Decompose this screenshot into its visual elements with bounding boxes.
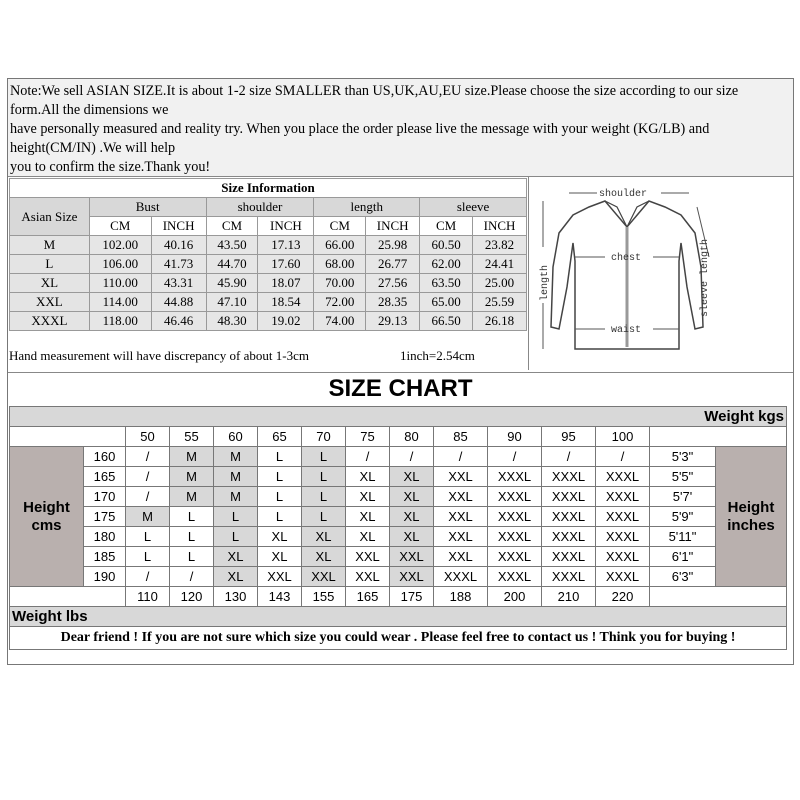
corner-cell: [650, 427, 787, 447]
size-cell: XXXL: [488, 527, 542, 547]
size-cell: L: [170, 507, 214, 527]
weight-lb-cell: 143: [258, 587, 302, 607]
size-cell: XL: [346, 527, 390, 547]
size-cell: XL: [346, 487, 390, 507]
weight-kg-cell: 75: [346, 427, 390, 447]
weight-kg-cell: 85: [434, 427, 488, 447]
corner-cell: [10, 427, 126, 447]
size-cell: XL: [258, 527, 302, 547]
corner-cell: [650, 587, 787, 607]
size-cell: /: [126, 447, 170, 467]
measurement-cell: 118.00: [89, 312, 151, 331]
weight-lb-cell: 130: [214, 587, 258, 607]
size-information-row: [10, 274, 527, 293]
size-cell: XL: [390, 487, 434, 507]
measurement-cell: 24.41: [473, 255, 527, 274]
size-cell: XL: [346, 467, 390, 487]
measurement-cell: 66.00: [314, 236, 366, 255]
measurement-cell: 17.13: [258, 236, 314, 255]
weight-kg-cell: 60: [214, 427, 258, 447]
size-information-body: [10, 236, 527, 331]
note-line: Note:We sell ASIAN SIZE.It is about 1-2 size SMALLER than US,UK,AU,EU size.Please choose the size according to our size: [10, 83, 739, 99]
size-cell: XXXL: [542, 527, 596, 547]
measurement-cell: 48.30: [206, 312, 258, 331]
height-cms-line: cms: [31, 516, 62, 534]
size-cell: L: [214, 507, 258, 527]
weight-kg-cell: 80: [390, 427, 434, 447]
weight-kg-cell: 100: [596, 427, 650, 447]
size-information-title: Size Information: [10, 179, 527, 198]
measurement-cell: 68.00: [314, 255, 366, 274]
weight-kg-cell: 95: [542, 427, 596, 447]
size-cell: XXL: [434, 507, 488, 527]
size-cell: XXXL: [596, 527, 650, 547]
weight-lb-cell: 200: [488, 587, 542, 607]
height-inches-line: Height: [727, 498, 775, 516]
size-cell: L: [302, 487, 346, 507]
measurement-cell: 29.13: [366, 312, 420, 331]
size-cell: XXL: [258, 567, 302, 587]
size-cell: XXXL: [488, 507, 542, 527]
weight-lb-cell: 120: [170, 587, 214, 607]
measurement-cell: 27.56: [366, 274, 420, 293]
shoulder-label: shoulder: [599, 189, 648, 200]
height-inch-cell: 5'3": [650, 447, 716, 467]
weight-kg-cell: 70: [302, 427, 346, 447]
size-cell: M: [126, 507, 170, 527]
size-cell: L: [214, 527, 258, 547]
measurement-cell: 65.00: [420, 293, 473, 312]
weight-lb-cell: 175: [390, 587, 434, 607]
lb-row: [10, 587, 787, 607]
size-label: XXXL: [10, 312, 90, 331]
measurement-cell: 43.31: [151, 274, 206, 293]
waist-label: waist: [611, 325, 642, 336]
height-cm-cell: 165: [84, 467, 126, 487]
height-cm-cell: 175: [84, 507, 126, 527]
size-information-row: [10, 293, 527, 312]
size-cell: XL: [390, 527, 434, 547]
weight-lb-cell: 110: [126, 587, 170, 607]
size-cell: XXXL: [596, 487, 650, 507]
size-cell: XXXL: [488, 487, 542, 507]
measurement-cell: 18.07: [258, 274, 314, 293]
measurement-cell: 25.98: [366, 236, 420, 255]
size-information-row: [10, 236, 527, 255]
measurement-cell: 70.00: [314, 274, 366, 293]
size-cell: XXXL: [434, 567, 488, 587]
measurement-cell: 18.54: [258, 293, 314, 312]
kg-row: [10, 427, 787, 447]
unit-header: CM: [89, 217, 151, 236]
size-cell: XXL: [390, 547, 434, 567]
size-label: M: [10, 236, 90, 255]
height-cm-cell: 170: [84, 487, 126, 507]
unit-header: INCH: [258, 217, 314, 236]
height-cms-label: [10, 447, 84, 587]
size-note: [8, 79, 793, 177]
sleeve-length-label: sleeve length: [700, 238, 711, 317]
size-cell: /: [126, 567, 170, 587]
size-cell: XXXL: [488, 547, 542, 567]
size-information-row: [10, 312, 527, 331]
measurement-cell: 66.50: [420, 312, 473, 331]
height-inch-cell: 5'9": [650, 507, 716, 527]
size-chart-row: [10, 547, 787, 567]
height-inch-cell: 6'1": [650, 547, 716, 567]
bust-header: Bust: [89, 198, 206, 217]
size-cell: XL: [390, 467, 434, 487]
size-cell: L: [170, 547, 214, 567]
unit-header: CM: [206, 217, 258, 236]
unit-header: INCH: [366, 217, 420, 236]
weight-lb-cell: 165: [346, 587, 390, 607]
size-label: XXL: [10, 293, 90, 312]
measurement-cell: 46.46: [151, 312, 206, 331]
note-line: height(CM/IN) .We will help: [10, 140, 176, 156]
note-line: have personally measured and reality try. When you place the order please live the message with your weight (KG/LB) and: [10, 121, 710, 137]
size-cell: XL: [214, 567, 258, 587]
weight-lb-cell: 210: [542, 587, 596, 607]
length-label: length: [540, 264, 551, 301]
size-information: [8, 177, 529, 370]
size-cell: /: [596, 447, 650, 467]
measurement-cell: 44.70: [206, 255, 258, 274]
size-chart-row: [10, 467, 787, 487]
height-inch-cell: 5'11": [650, 527, 716, 547]
size-cell: XXL: [390, 567, 434, 587]
size-cell: M: [170, 447, 214, 467]
unit-header: INCH: [473, 217, 527, 236]
size-cell: /: [126, 487, 170, 507]
size-information-footer: [8, 343, 526, 369]
unit-header: CM: [420, 217, 473, 236]
size-cell: XXXL: [596, 547, 650, 567]
size-cell: XXL: [434, 527, 488, 547]
size-chart-row: [10, 567, 787, 587]
measurement-cell: 114.00: [89, 293, 151, 312]
weight-lb-cell: 188: [434, 587, 488, 607]
height-inch-cell: 5'7': [650, 487, 716, 507]
height-cms-line: Height: [23, 498, 70, 516]
inch-conversion: 1inch=2.54cm: [400, 348, 475, 363]
measurement-cell: 28.35: [366, 293, 420, 312]
size-chart-row: [10, 527, 787, 547]
weight-kgs-label: Weight kgs: [10, 407, 787, 427]
height-cm-cell: 160: [84, 447, 126, 467]
measurement-cell: 40.16: [151, 236, 206, 255]
size-cell: XXXL: [542, 507, 596, 527]
size-cell: L: [258, 507, 302, 527]
height-inches-label: [716, 447, 787, 587]
measurement-cell: 106.00: [89, 255, 151, 274]
height-cm-cell: 190: [84, 567, 126, 587]
size-cell: XL: [302, 527, 346, 547]
measurement-cell: 19.02: [258, 312, 314, 331]
size-cell: XXL: [346, 567, 390, 587]
size-sheet: [7, 78, 794, 665]
unit-header: CM: [314, 217, 366, 236]
size-cell: /: [434, 447, 488, 467]
size-cell: M: [214, 487, 258, 507]
size-cell: /: [346, 447, 390, 467]
size-cell: M: [214, 467, 258, 487]
size-cell: XL: [258, 547, 302, 567]
measurement-cell: 72.00: [314, 293, 366, 312]
size-chart-row: [10, 487, 787, 507]
size-cell: /: [390, 447, 434, 467]
measurement-cell: 74.00: [314, 312, 366, 331]
size-cell: XXL: [346, 547, 390, 567]
size-label: XL: [10, 274, 90, 293]
note-line: form.All the dimensions we: [10, 102, 169, 118]
size-cell: /: [170, 567, 214, 587]
weight-lbs-label: Weight lbs: [10, 607, 787, 627]
shoulder-header: shoulder: [206, 198, 314, 217]
size-cell: L: [302, 467, 346, 487]
weight-kg-cell: 90: [488, 427, 542, 447]
size-chart-table: [9, 406, 787, 650]
measurement-cell: 17.60: [258, 255, 314, 274]
size-cell: L: [258, 447, 302, 467]
measurement-cell: 26.18: [473, 312, 527, 331]
size-cell: XXXL: [542, 467, 596, 487]
size-cell: L: [258, 467, 302, 487]
measurement-footnote: Hand measurement will have discrepancy of about 1-3cm: [9, 348, 309, 363]
length-header: length: [314, 198, 420, 217]
corner-cell: [10, 587, 126, 607]
size-cell: XXXL: [596, 507, 650, 527]
size-cell: XXL: [434, 487, 488, 507]
asian-size-header: Asian Size: [10, 198, 90, 236]
size-cell: XXXL: [488, 567, 542, 587]
size-cell: XXXL: [542, 487, 596, 507]
size-information-row: [10, 255, 527, 274]
weight-kg-cell: 55: [170, 427, 214, 447]
measurement-cell: 25.00: [473, 274, 527, 293]
size-cell: XXL: [434, 467, 488, 487]
weight-lb-cell: 155: [302, 587, 346, 607]
shirt-diagram-svg: [529, 177, 793, 370]
chest-label: chest: [611, 253, 642, 264]
size-cell: L: [302, 507, 346, 527]
measurement-cell: 62.00: [420, 255, 473, 274]
size-chart-body: [10, 447, 787, 587]
size-cell: XXXL: [542, 547, 596, 567]
measurement-cell: 45.90: [206, 274, 258, 293]
measurement-cell: 60.50: [420, 236, 473, 255]
size-cell: XXXL: [596, 467, 650, 487]
size-cell: L: [302, 447, 346, 467]
height-inch-cell: 6'3": [650, 567, 716, 587]
size-cell: /: [542, 447, 596, 467]
weight-kg-cell: 50: [126, 427, 170, 447]
height-cm-cell: 180: [84, 527, 126, 547]
measurement-cell: 47.10: [206, 293, 258, 312]
contact-footer: Dear friend ! If you are not sure which size you could wear . Please feel free to contact us ! Think you for buying !: [10, 627, 787, 650]
note-line: you to confirm the size.Thank you!: [10, 159, 211, 175]
shirt-diagram: [529, 177, 793, 370]
unit-header: INCH: [151, 217, 206, 236]
height-cm-cell: 185: [84, 547, 126, 567]
measurement-cell: 23.82: [473, 236, 527, 255]
height-inches-line: inches: [727, 516, 775, 534]
sleeve-header: sleeve: [420, 198, 527, 217]
height-inch-cell: 5'5": [650, 467, 716, 487]
size-cell: XXXL: [596, 567, 650, 587]
weight-kg-cell: 65: [258, 427, 302, 447]
size-chart-row: [10, 447, 787, 467]
measurement-cell: 63.50: [420, 274, 473, 293]
size-cell: XXL: [434, 547, 488, 567]
size-cell: XL: [214, 547, 258, 567]
weight-lb-cell: 220: [596, 587, 650, 607]
size-cell: M: [214, 447, 258, 467]
size-cell: L: [126, 547, 170, 567]
measurement-cell: 44.88: [151, 293, 206, 312]
size-cell: XXXL: [542, 567, 596, 587]
size-cell: L: [258, 487, 302, 507]
size-cell: M: [170, 467, 214, 487]
size-cell: XXL: [302, 567, 346, 587]
measurement-cell: 41.73: [151, 255, 206, 274]
size-cell: /: [488, 447, 542, 467]
size-cell: L: [170, 527, 214, 547]
size-cell: XL: [302, 547, 346, 567]
size-chart-title: SIZE CHART: [8, 372, 793, 405]
size-cell: M: [170, 487, 214, 507]
size-information-table: [9, 178, 527, 331]
size-cell: /: [126, 467, 170, 487]
size-cell: XL: [346, 507, 390, 527]
size-chart-row: [10, 507, 787, 527]
measurement-cell: 26.77: [366, 255, 420, 274]
size-cell: XXXL: [488, 467, 542, 487]
measurement-cell: 43.50: [206, 236, 258, 255]
size-cell: XL: [390, 507, 434, 527]
size-label: L: [10, 255, 90, 274]
measurement-cell: 25.59: [473, 293, 527, 312]
measurement-cell: 102.00: [89, 236, 151, 255]
size-cell: L: [126, 527, 170, 547]
measurement-cell: 110.00: [89, 274, 151, 293]
